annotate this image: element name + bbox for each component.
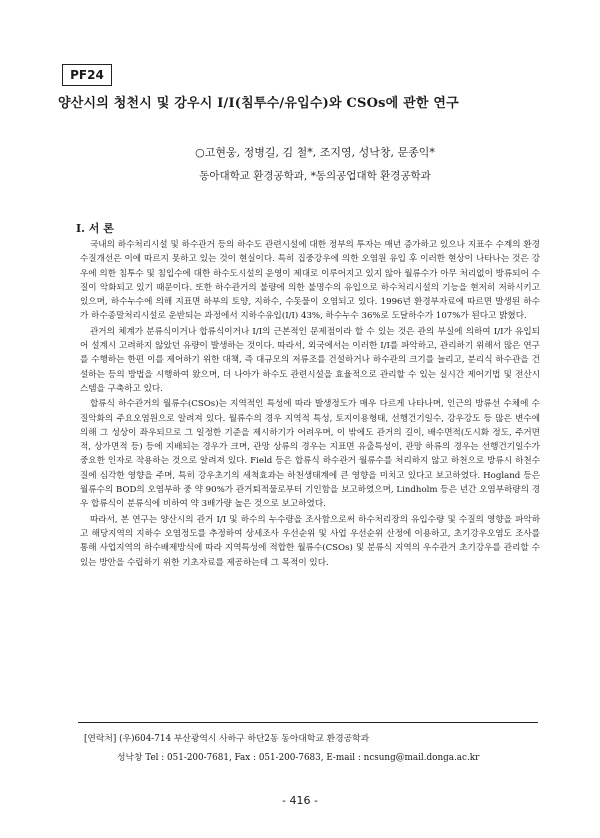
paper-title: 양산시의 청천시 및 강우시 I/I(침투수/유입수)와 CSOs에 관한 연구 bbox=[58, 96, 459, 111]
author-list: ○고현웅, 정병길, 김 철*, 조지영, 성낙창, 문종익* bbox=[195, 146, 435, 159]
page-number: - 416 - bbox=[282, 794, 318, 807]
paper-code-tag: PF24 bbox=[62, 64, 112, 86]
contact-address: [연락처] (우)604-714 부산광역시 사하구 하단2동 동아대학교 환경공학과 bbox=[84, 734, 370, 744]
body-text bbox=[80, 238, 540, 571]
footer-divider bbox=[78, 722, 538, 723]
paragraph: 관거의 체계가 분류식이거나 합류식이거나 I/I의 근본적인 문제점이라 할 수 있는 것은 관의 부실에 의하여 I/I가 유입되어 설계시 고려하지 않았던 유량이 발생하는 것이다. 따라서, 외국에서는 이러한 I/I를 파악하고, 관리하기 위해서 많은 연구를 수행하는 한편 이를 제어하기 위한 대책, 즉 대규모의 저류조를 건설하거나 하수관의 크기를 늘리고, 분리식 하수관을 건설하는 등의 방법을 시행하여 왔으며, 더 나아가 하수도 관련시설을 효율적으로 관리할 수 있는 실시간 제어기법 및 전산시스템을 구축하고 있다. bbox=[80, 326, 540, 394]
paragraph: 국내의 하수처리시설 및 하수관거 등의 하수도 관련시설에 대한 정부의 투자는 매년 증가하고 있으나 지표수 수계의 환경 수질개선은 이에 따르지 못하고 있는 것이 현실이다. 특히 집중강우에 의한 오염원 유입 후 이러한 현상이 나타나는 것은 강우에 의한 침투수 및 침입수에 대한 하수도시설의 운영이 제대로 이루어지고 있지 않아 월류수가 아무 처리없이 방류되어 수질이 악화되고 있기 때문이다. 또한 하수관거의 불량에 의한 불명수의 유입으로 하수처리시설의 기능을 현저히 저하시키고 있으며, 하수누수에 의해 지표면 하부의 토양, 지하수, 수돗물이 오염되고 있다. 1996년 환경부자료에 따르면 발생된 하수가 하수종말처리시설로 운반되는 과정에서 지하수유입(I/I) 43%, 하수누수 36%로 도달하수가 107%가 된다고 밝혔다. bbox=[80, 240, 540, 322]
paragraph: 합류식 하수관거의 월류수(CSOs)는 지역적인 특성에 따라 발생정도가 매우 다르게 나타나며, 인근의 방류선 수체에 수질악화의 주요오염원으로 알려져 있다. 월류수의 경우 지역적 특성, 토지이용형태, 선행건기일수, 강우강도 등 많은 변수에 의해 그 성상이 좌우되므로 그 일정한 기준을 제시하기가 어려우며, 이 밖에도 관거의 길이, 배수면적(도시화 정도, 주거면적, 상가면적 등) 등에 지배되는 경우가 크며, 관망 상류의 경우는 지표면 유출특성이, 관망 하류의 경우는 선행건기일수가 중요한 인자로 작용하는 것으로 알려져 있다. Field 등은 합류식 하수관거 월류수를 처리하지 않고 하천으로 방류시 하천수질에 심각한 영향을 주며, 특히 강우초기의 세척효과는 하천생태계에 큰 영향을 미치고 있다고 보고하였다. Hogland 등은 월류수의 BOD의 오염부하 중 약 90%가 관거퇴적물로부터 기인함을 보고하였으며, Lindholm 등은 년간 오염부하량의 경우 합류식이 분류식에 비하여 약 3배가량 높은 것으로 보고하였다. bbox=[80, 399, 540, 510]
contact-details: 성낙창 Tel : 051-200-7681, Fax : 051-200-7683, E-mail : ncsung@mail.donga.ac.kr bbox=[117, 753, 480, 763]
section-heading: I. 서 론 bbox=[76, 222, 114, 235]
affiliation: 동아대학교 환경공학과, *동의공업대학 환경공학과 bbox=[199, 170, 431, 182]
paragraph: 따라서, 본 연구는 양산시의 관거 I/I 및 하수의 누수량을 조사함으로써 하수처리장의 유입수량 및 수질의 영향을 파악하고 해당지역의 지하수 오염정도를 추정하여 상세조사 우선순위 및 사업 우선순위 산정에 이용하고, 초기강우오염도 조사를 통해 사업지역의 하수배제방식에 따라 지역특성에 적합한 월류수(CSOs) 및 분류식 지역의 우수관거 초기강우를 관리할 수 있는 방안을 수립하기 위한 기초자료를 제공하는데 그 목적이 있다. bbox=[80, 514, 540, 568]
